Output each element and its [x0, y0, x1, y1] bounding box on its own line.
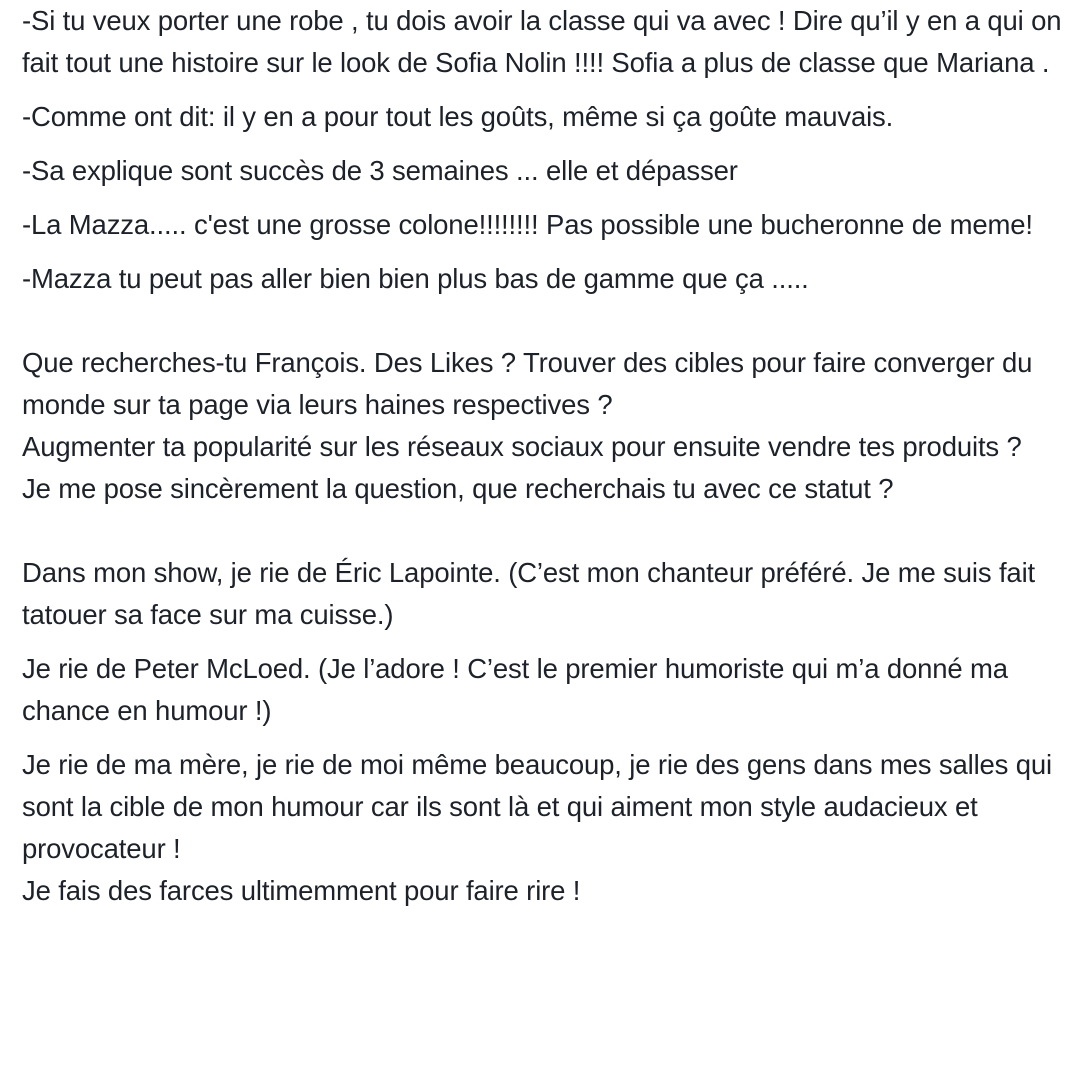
quoted-comment: -Sa explique sont succès de 3 semaines ... elle et dépasser	[22, 155, 738, 186]
spacer	[22, 84, 1082, 96]
spacer	[22, 138, 1082, 150]
question-line: Que recherches-tu François. Des Likes ? Trouver des cibles pour faire converger du monde sur ta page via leurs haines respectives ?	[22, 347, 1033, 420]
reply-paragraphs	[22, 552, 1082, 912]
quoted-comment: -La Mazza..... c'est une grosse colone!!!!!!!! Pas possible une bucheronne de meme!	[22, 209, 1033, 240]
section-spacer	[22, 510, 1082, 552]
quoted-comments	[22, 0, 1082, 300]
spacer	[22, 192, 1082, 204]
quoted-comment: -Comme ont dit: il y en a pour tout les goûts, même si ça goûte mauvais.	[22, 101, 894, 132]
quoted-comment: -Si tu veux porter une robe , tu dois avoir la classe qui va avec ! Dire qu’il y en a qui on fait tout une histoire sur le look de Sofia Nolin !!!! Sofia a plus de classe que Mariana .	[22, 5, 1062, 78]
spacer	[22, 636, 1082, 648]
section-spacer	[22, 300, 1082, 342]
post-text-body	[22, 0, 1082, 912]
reply-paragraph: Je rie de Peter McLoed. (Je l’adore ! C’est le premier humoriste qui m’a donné ma chance en humour !)	[22, 653, 1008, 726]
question-line: Augmenter ta popularité sur les réseaux sociaux pour ensuite vendre tes produits ?	[22, 431, 1022, 462]
quoted-comment: -Mazza tu peut pas aller bien bien plus bas de gamme que ça .....	[22, 263, 809, 294]
question-paragraph	[22, 342, 1082, 510]
spacer	[22, 246, 1082, 258]
spacer	[22, 732, 1082, 744]
question-line: Je me pose sincèrement la question, que recherchais tu avec ce statut ?	[22, 473, 894, 504]
reply-line: Je rie de ma mère, je rie de moi même beaucoup, je rie des gens dans mes salles qui sont la cible de mon humour car ils sont là et qui aiment mon style audacieux et provocateur !	[22, 749, 1053, 864]
reply-line: Je fais des farces ultimemment pour faire rire !	[22, 875, 581, 906]
reply-paragraph: Dans mon show, je rie de Éric Lapointe. (C’est mon chanteur préféré. Je me suis fait tatouer sa face sur ma cuisse.)	[22, 557, 1036, 630]
